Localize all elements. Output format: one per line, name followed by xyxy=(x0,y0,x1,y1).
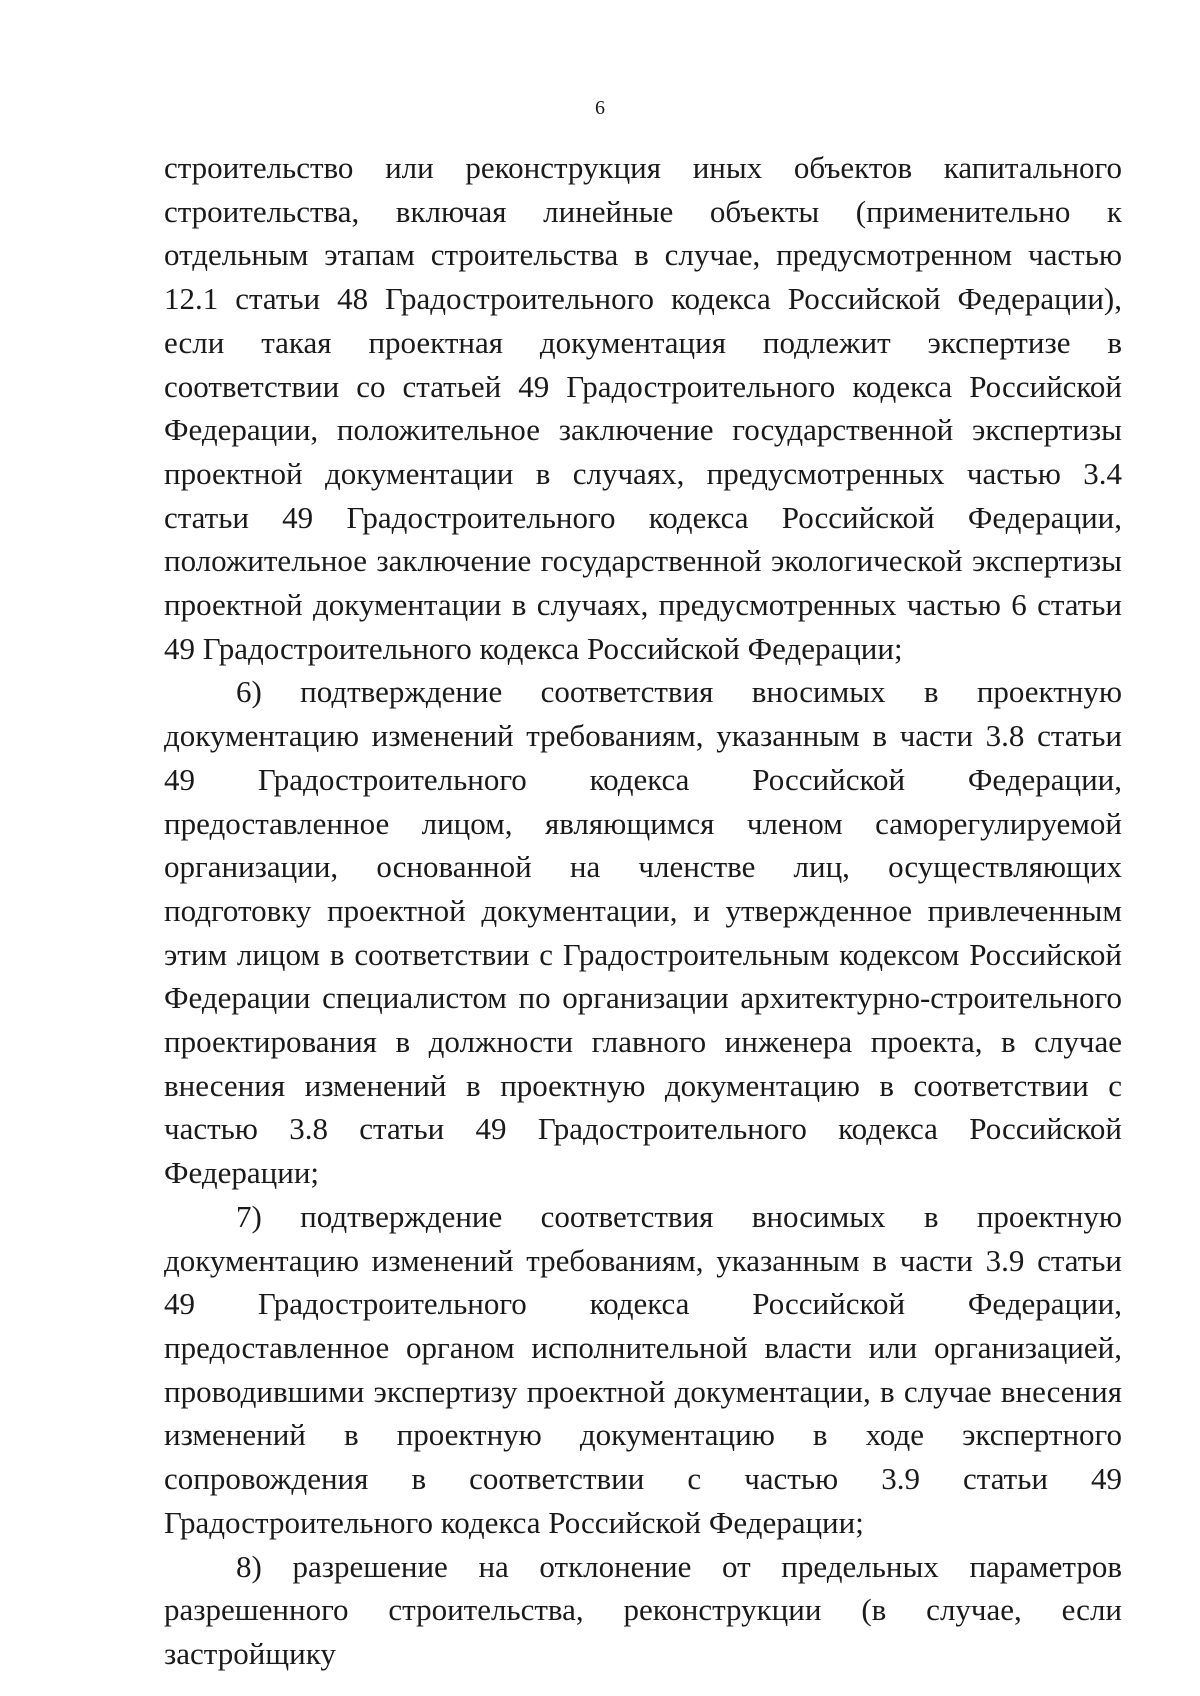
paragraph-continuation: строительство или реконструкция иных объектов капитального строительства, включая линейные объекты (применительно к отдельным этапам строительства в случае, предусмотренном частью 12.1 статьи 48 Градостроительного кодекса Российской Федерации), если такая проектная документация подлежит экспертизе в соответствии со статьей 49 Градостроительного кодекса Российской Федерации, положительное заключение государственной экспертизы проектной документации в случаях, предусмотренных частью 3.4 статьи 49 Градостроительного кодекса Российской Федерации, положительное заключение государственной экологической экспертизы проектной документации в случаях, предусмотренных частью 6 статьи 49 Градостроительного кодекса Российской Федерации; xyxy=(164,150,1122,666)
document-body xyxy=(164,146,1122,1676)
paragraph-item-7: 7) подтверждение соответствия вносимых в проектную документацию изменений требованиям, указанным в части 3.9 статьи 49 Градостроительного кодекса Российской Федерации, предоставленное органом исполнительной власти или организацией, проводившими экспертизу проектной документации, в случае внесения изменений в проектную документацию в ходе экспертного сопровождения в соответствии с частью 3.9 статьи 49 Градостроительного кодекса Российской Федерации; xyxy=(164,1198,1122,1540)
paragraph-item-8: 8) разрешение на отклонение от предельных параметров разрешенного строительства, реконструкции (в случае, если застройщику xyxy=(164,1548,1122,1671)
page-number: 6 xyxy=(595,97,605,119)
paragraph-item-6: 6) подтверждение соответствия вносимых в проектную документацию изменений требованиям, указанным в части 3.8 статьи 49 Градостроительного кодекса Российской Федерации, предоставленное лицом, являющимся членом саморегулируемой организации, основанной на членстве лиц, осуществляющих подготовку проектной документации, и утвержденное привлеченным этим лицом в соответствии с Градостроительным кодексом Российской Федерации специалистом по организации архитектурно-строительного проектирования в должности главного инженера проекта, в случае внесения изменений в проектную документацию в соответствии с частью 3.8 статьи 49 Градостроительного кодекса Российской Федерации; xyxy=(164,674,1122,1191)
